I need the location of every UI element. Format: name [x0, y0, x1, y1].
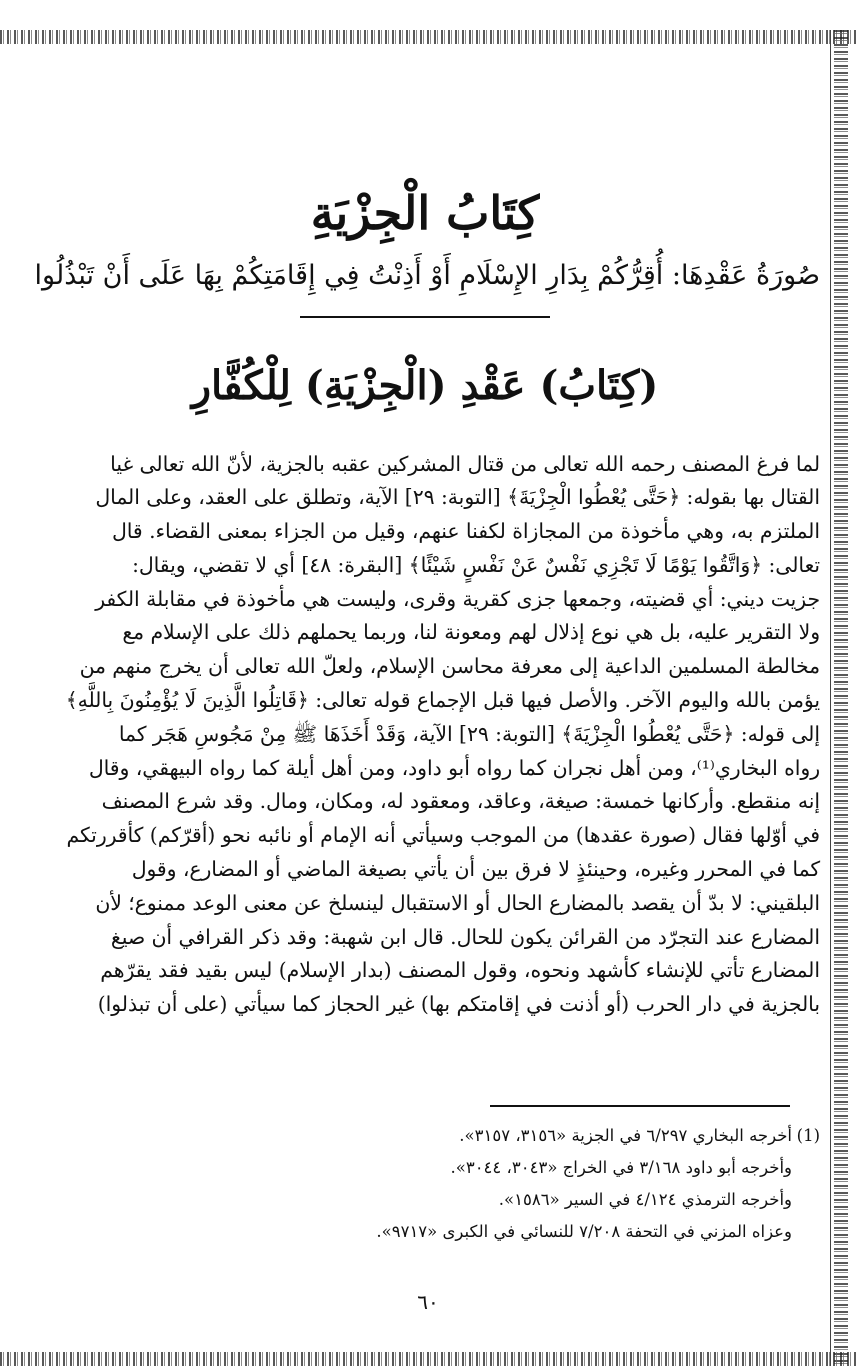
footnote-line: وأخرجه الترمذي ٤/١٢٤ في السير «١٥٨٦».: [498, 1190, 792, 1209]
body-line: ولا التقرير عليه، بل هي نوع إذلال لهم ومعونة لنا، وربما يحملهم ذلك على الإسلام مع: [122, 620, 820, 645]
footnote-line: وأخرجه أبو داود ٣/١٦٨ في الخراج «٣٠٤٣، ٣٠٤٤».: [450, 1158, 792, 1177]
body-line: إنه منقطع. وأركانها خمسة: صيغة، وعاقد، ومعقود له، ومكان، ومال. وقد شرع المصنف: [101, 789, 820, 814]
body-line: رواه البخاري⁽¹⁾، ومن أهل نجران كما رواه أبو داود، ومن أهل أيلة كما رواه البيهقي، وقال: [88, 755, 820, 780]
body-line: مخالطة المسلمين الداعية إلى معرفة محاسن الإسلام، ولعلّ الله تعالى أن يخرج منهم من: [79, 654, 820, 679]
body-line: في أوّلها فقال (صورة عقدها) من الموجب وسيأتي أنه الإمام أو نائبه نحو (أقرّكم) كأقررتكم: [66, 823, 820, 848]
body-line: كما في المحرر وغيره، وحينئذٍ لا فرق بين أن يأتي بصيغة الماضي أو المضارع، وقول: [131, 857, 820, 882]
footnotes: [160, 1120, 820, 1248]
body-line: المضارع عند التجرّد من القرائن يكون للحال. قال ابن شهبة: وقد ذكر القرافي أن صيغ: [110, 924, 820, 949]
body-line: بالجزية في دار الحرب (أو أذنت في إقامتكم بها) غير الحجاز كما سيأتي (على أن تبذلوا): [97, 992, 820, 1017]
section-title: (كِتَابُ) عَقْدِ (الْجِزْيَةِ) لِلْكُفَّارِ: [191, 361, 659, 409]
page-content: [30, 150, 820, 1022]
body-line: إلى قوله: ﴿حَتَّى يُعْطُوا الْجِزْيَةَ﴾ [التوبة: ٢٩] الآية، وَقَدْ أَخَذَهَا ﷺ مِنْ مَجُوسِ هَجَر كما: [118, 721, 820, 746]
decorative-border-right: [834, 30, 848, 1366]
body-line: جزيت ديني: أي قضيته، وجمعها جزى كقرية وقرى، وليست هي مأخوذة في مقابلة الكفر: [95, 586, 820, 611]
page-number: ٦٠: [417, 1290, 439, 1314]
commentary-text: [30, 448, 820, 1023]
decorative-border-top: [0, 30, 856, 44]
body-line: القتال بها بقوله: ﴿حَتَّى يُعْطُوا الْجِزْيَةَ﴾ [التوبة: ٢٩] الآية، وتطلق على العقد، وعلى المال: [95, 485, 820, 510]
book-title: كِتَابُ الْجِزْيَةِ: [310, 186, 540, 240]
matn-subtitle: صُورَةُ عَقْدِهَا: أُقِرُّكُمْ بِدَارِ الإِسْلَامِ أَوْ أَذِنْتُ فِي إِقَامَتِكُمْ بِهَا عَلَى أَنْ تَبْذُلُوا: [34, 260, 820, 291]
body-line: الملتزم به، وهي مأخوذة من المجازاة لكفنا عنهم، وقيل من الجزاء بمعنى القضاء. قال: [112, 519, 820, 544]
decorative-border-bottom: [0, 1352, 856, 1366]
footnote-number: (1): [796, 1126, 820, 1145]
footnote-divider: [490, 1105, 790, 1107]
body-line: لما فرغ المصنف رحمه الله تعالى من قتال المشركين عقبه بالجزية، لأنّ الله تعالى غيا: [110, 451, 820, 476]
body-line: البلقيني: لا بدّ أن يقصد بالمضارع الحال أو الاستقبال لينسلخ عن معنى الوعد ممنوع؛ لأن: [95, 890, 820, 915]
body-line: المضارع تأتي للإنشاء كأشهد ونحوه، وقول المصنف (بدار الإسلام) ليس بقيد فقد يقرّهم: [100, 958, 820, 983]
footnote-text: أخرجه البخاري ٦/٢٩٧ في الجزية «٣١٥٦، ٣١٥٧».: [459, 1126, 792, 1145]
footnote-line: وعزاه المزني في التحفة ٧/٢٠٨ للنسائي في الكبرى «٩٧١٧».: [376, 1222, 792, 1241]
footnote-line: [160, 1120, 820, 1152]
decorative-border-right-line: [830, 30, 831, 1366]
body-line: تعالى: ﴿وَاتَّقُوا يَوْمًا لَا تَجْزِي نَفْسٌ عَنْ نَفْسٍ شَيْئًا﴾ [البقرة: ٤٨] أي لا تقضي، ويقال:: [132, 552, 820, 577]
body-line: يؤمن بالله واليوم الآخر. والأصل فيها قبل الإجماع قوله تعالى: ﴿قَاتِلُوا الَّذِينَ لَا يُؤْمِنُونَ بِاللَّهِ﴾: [65, 688, 820, 713]
title-divider: [300, 316, 550, 318]
